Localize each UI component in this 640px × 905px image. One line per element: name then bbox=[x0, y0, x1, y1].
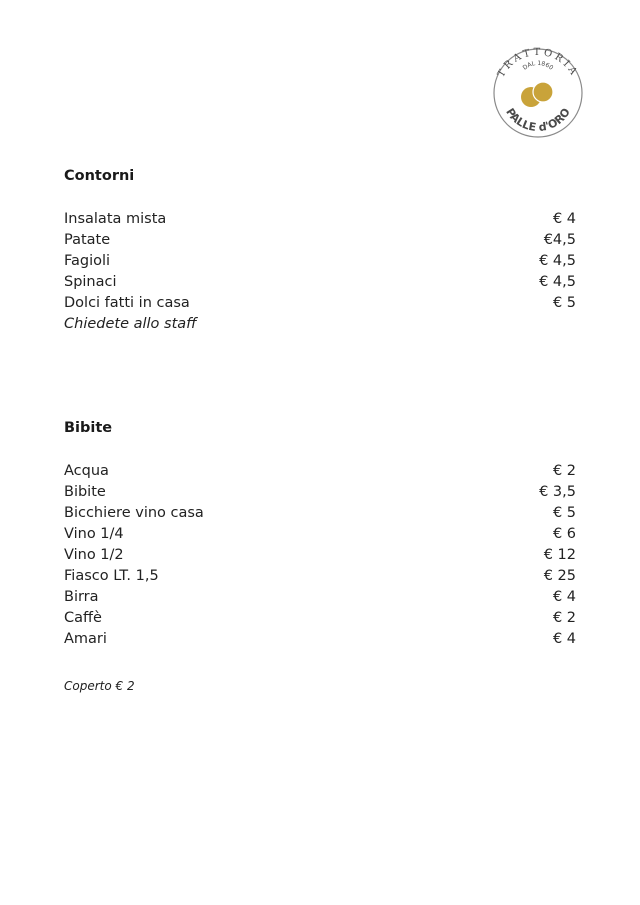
trattoria-palle-doro-logo bbox=[490, 45, 586, 141]
logo-top-text: TRATTORIA bbox=[495, 46, 581, 80]
list-item bbox=[64, 230, 576, 251]
item-price: € 2 bbox=[552, 610, 576, 626]
item-price: € 6 bbox=[552, 526, 576, 542]
gold-ball-icon bbox=[533, 82, 553, 102]
item-price: € 4 bbox=[552, 211, 576, 227]
item-name: Fiasco LT. 1,5 bbox=[64, 568, 159, 584]
item-price: €4,5 bbox=[543, 232, 576, 248]
item-name: Insalata mista bbox=[64, 211, 167, 227]
item-price: € 12 bbox=[543, 547, 576, 563]
list-item bbox=[64, 503, 576, 524]
list-item bbox=[64, 461, 576, 482]
contorni-list bbox=[64, 209, 576, 335]
item-name: Fagioli bbox=[64, 253, 111, 269]
item-name: Birra bbox=[64, 589, 99, 605]
item-price: € 4,5 bbox=[539, 274, 576, 290]
item-price: € 3,5 bbox=[539, 484, 576, 500]
list-item bbox=[64, 272, 576, 293]
item-price: € 5 bbox=[552, 505, 576, 521]
coperto-note: Coperto € 2 bbox=[64, 679, 135, 693]
list-item bbox=[64, 566, 576, 587]
item-price: € 4 bbox=[552, 631, 576, 647]
item-name: Patate bbox=[64, 232, 111, 248]
list-item bbox=[64, 524, 576, 545]
list-item bbox=[64, 587, 576, 608]
item-name: Caffè bbox=[64, 610, 102, 626]
item-price: € 2 bbox=[552, 463, 576, 479]
list-item bbox=[64, 545, 576, 566]
item-price: € 25 bbox=[543, 568, 576, 584]
section-title-contorni: Contorni bbox=[64, 168, 135, 184]
item-name: Acqua bbox=[64, 463, 109, 479]
list-item bbox=[64, 293, 576, 314]
list-item bbox=[64, 209, 576, 230]
list-item bbox=[64, 608, 576, 629]
item-name: Bicchiere vino casa bbox=[64, 505, 204, 521]
bibite-list bbox=[64, 461, 576, 650]
section-title-bibite: Bibite bbox=[64, 420, 113, 436]
list-item bbox=[64, 629, 576, 650]
item-name: Vino 1/4 bbox=[64, 526, 124, 542]
list-item bbox=[64, 482, 576, 503]
item-name: Spinaci bbox=[64, 274, 117, 290]
item-name: Amari bbox=[64, 631, 107, 647]
contorni-note: Chiedete allo staff bbox=[64, 316, 197, 332]
item-name: Vino 1/2 bbox=[64, 547, 124, 563]
item-price: € 4 bbox=[552, 589, 576, 605]
item-name: Bibite bbox=[64, 484, 106, 500]
logo-name-text: PALLE d'ORO bbox=[503, 105, 573, 135]
item-price: € 5 bbox=[552, 295, 576, 311]
item-name: Dolci fatti in casa bbox=[64, 295, 190, 311]
item-price: € 4,5 bbox=[539, 253, 576, 269]
logo-since-text: DAL 1860 bbox=[521, 59, 555, 72]
list-item bbox=[64, 251, 576, 272]
